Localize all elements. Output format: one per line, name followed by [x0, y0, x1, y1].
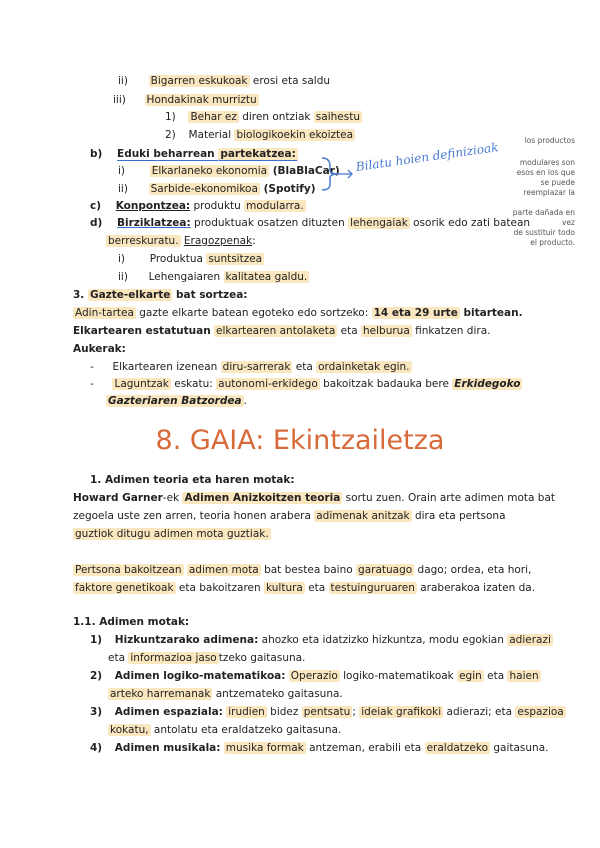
text: Lehengaiaren	[148, 271, 224, 283]
highlight: Pertsona bakoitzean	[75, 564, 182, 576]
highlight: ideiak grafikoki	[361, 706, 442, 718]
list-item	[106, 393, 247, 409]
paragraph-line	[73, 526, 271, 542]
text: antzeman, erabili eta	[305, 742, 425, 754]
text: diren ontziak	[238, 111, 314, 123]
bold-text: Adimen teoria eta haren motak:	[101, 474, 295, 486]
highlight: 14 eta 29 urte	[373, 307, 458, 319]
list-item	[90, 632, 553, 648]
highlight: Laguntzak	[114, 378, 169, 390]
list-item	[118, 251, 264, 267]
item-number: 3)	[90, 706, 103, 718]
list-item	[165, 109, 362, 125]
text: Material	[188, 129, 235, 141]
highlight: modularra.	[246, 200, 304, 212]
text: osorik edo zati batean	[409, 217, 531, 229]
highlight: eraldatzeko	[426, 742, 489, 754]
text: zegoela uste zen arren, teoria honen arabera	[73, 510, 315, 522]
highlight: kultura	[266, 582, 303, 594]
highlight: garatuago	[358, 564, 413, 576]
bold-text: (BlaBlaCar)	[269, 165, 340, 177]
text: gazte elkarte batean egoteko edo sortzeko:	[135, 307, 372, 319]
text: eta	[337, 325, 362, 337]
text: produktuak osatzen dituzten	[190, 217, 349, 229]
item-number: ii)	[118, 183, 128, 195]
highlight: autonomi-erkidego	[218, 378, 318, 390]
subheading	[73, 341, 126, 357]
item-label: c)	[90, 200, 102, 212]
section-number: 1.	[90, 474, 102, 486]
text: bidez	[266, 706, 302, 718]
underlined-text: Eragozpenak	[183, 235, 253, 247]
list-item	[118, 73, 330, 89]
highlight: adimenak anitzak	[316, 510, 410, 522]
side-note	[500, 136, 575, 248]
highlight: pentsatu	[303, 706, 351, 718]
list-item	[90, 146, 298, 162]
list-item	[90, 215, 530, 231]
highlight: kokatu,	[110, 724, 149, 736]
highlight: adimen mota	[188, 564, 259, 576]
bold-text: Konpontzea:	[115, 200, 191, 212]
text: eskatu:	[170, 378, 217, 390]
bold-text: Adimen motak:	[95, 616, 190, 628]
bold-text: Adimen logiko-matematikoa:	[114, 670, 286, 682]
text: .	[243, 395, 247, 407]
highlight: musika formak	[225, 742, 304, 754]
text: eta	[304, 582, 329, 594]
highlight: egin	[459, 670, 482, 682]
highlight: biologikoekin ekoiztea	[236, 129, 354, 141]
text: ;	[352, 706, 360, 718]
highlight: Adimen Anizkoitzen teoria	[184, 492, 341, 504]
item-label: b)	[90, 148, 103, 160]
text: Elkartearen izenean	[112, 361, 221, 373]
list-item	[108, 686, 343, 702]
text: dira eta pertsona	[411, 510, 506, 522]
text: adierazi; eta	[443, 706, 516, 718]
bold-text: Adimen musikala:	[114, 742, 221, 754]
highlight: Operazio	[290, 670, 338, 682]
highlight: saihestu	[315, 111, 360, 123]
paragraph-line	[73, 508, 506, 524]
highlight: haien	[509, 670, 539, 682]
side-note-line: el producto.	[530, 238, 575, 247]
bold-text: Howard Garner	[73, 492, 163, 504]
text: dago; ordea, eta hori,	[414, 564, 532, 576]
paragraph-line	[73, 323, 490, 339]
highlight: kalitatea galdu.	[225, 271, 308, 283]
list-item	[106, 233, 256, 249]
item-number: 2)	[165, 129, 176, 141]
text: eta	[292, 361, 317, 373]
highlight: ordainketak egin.	[318, 361, 410, 373]
highlight: adierazi	[509, 634, 551, 646]
item-number: ii)	[118, 271, 128, 283]
list-item	[90, 740, 548, 756]
item-number: 2)	[90, 670, 103, 682]
bold-text: Eduki beharrean	[117, 148, 219, 160]
list-item	[90, 376, 522, 392]
highlight: helburua	[363, 325, 410, 337]
list-item	[90, 668, 541, 684]
bold-text: Adimen espaziala:	[114, 706, 223, 718]
text: -ek	[162, 492, 183, 504]
highlight: suntsitzea	[208, 253, 263, 265]
section-heading	[73, 287, 248, 303]
paragraph-line	[73, 305, 523, 321]
bold-text: Elkartearen estatutuan	[73, 325, 211, 337]
section-number: 1.1.	[73, 616, 96, 628]
highlight: Gazte-elkarte	[89, 289, 171, 301]
chapter-title: 8. GAIA: Ekintzailetza	[155, 425, 445, 456]
text: eta	[483, 670, 508, 682]
list-item	[118, 181, 316, 197]
item-number: 1)	[90, 634, 103, 646]
highlight: espazioa	[517, 706, 564, 718]
handwritten-note: Bilatu hoien definizioak	[355, 140, 500, 174]
bold-text: Birziklatzea:	[117, 217, 191, 229]
text: antzemateko gaitasuna.	[212, 688, 343, 700]
highlight: Gazteriaren Batzordea	[108, 395, 242, 407]
bold-text: Aukerak:	[73, 343, 126, 355]
highlight: irudien	[228, 706, 265, 718]
section-number: 3.	[73, 289, 88, 301]
item-number: iii)	[113, 94, 126, 106]
list-item	[90, 198, 306, 214]
highlight: Bigarren eskukoak	[150, 75, 248, 87]
highlight: informazioa jaso	[130, 652, 217, 664]
highlight: lehengaiak	[350, 217, 408, 229]
list-item	[165, 127, 355, 143]
side-note-line: de sustituir todo	[513, 228, 575, 237]
highlight: Erkidegoko	[454, 378, 521, 390]
list-item	[108, 722, 341, 738]
side-note-line: modulares son	[519, 158, 575, 167]
list-item	[118, 163, 340, 179]
text: :	[252, 235, 256, 247]
item-number: 4)	[90, 742, 103, 754]
paragraph-line	[73, 580, 535, 596]
text: tzeko gaitasuna.	[218, 652, 306, 664]
highlight: Elkarlaneko ekonomia	[151, 165, 268, 177]
list-item	[90, 704, 566, 720]
text: sortu zuen. Orain arte adimen mota bat	[342, 492, 555, 504]
item-number: 1)	[165, 111, 176, 123]
side-note-line: parte dañada en vez	[512, 208, 575, 227]
curly-brace-icon	[318, 154, 354, 194]
item-number: i)	[118, 165, 126, 177]
highlight: testuinguruaren	[330, 582, 415, 594]
highlight: arteko harremanak	[110, 688, 211, 700]
bold-text: (Spotify)	[259, 183, 316, 195]
highlight: Hondakinak murriztu	[146, 94, 257, 106]
list-item	[118, 269, 309, 285]
highlight: faktore genetikoak	[75, 582, 174, 594]
highlight: Sarbide-ekonomikoa	[150, 183, 258, 195]
text: produktu	[190, 200, 245, 212]
text: eta bakoitzaren	[175, 582, 264, 594]
bullet: -	[90, 378, 94, 390]
side-note-line: esos en los que	[516, 168, 575, 177]
side-note-line: se puede	[540, 178, 575, 187]
text: araberakoa izaten da.	[416, 582, 536, 594]
list-item	[108, 650, 305, 666]
bold-text: bat sortzea:	[172, 289, 248, 301]
list-item	[90, 359, 412, 375]
highlight: guztiok ditugu adimen mota guztiak.	[75, 528, 269, 540]
text: Produktua	[149, 253, 207, 265]
item-number: ii)	[118, 75, 128, 87]
paragraph-line	[73, 562, 531, 578]
item-label: d)	[90, 217, 103, 229]
text: eta	[108, 652, 129, 664]
text: finkatzen dira.	[411, 325, 491, 337]
highlight: diru-sarrerak	[222, 361, 291, 373]
list-item	[113, 92, 259, 108]
paragraph-line	[73, 490, 555, 506]
bullet: -	[90, 361, 94, 373]
text: bat bestea baino	[260, 564, 357, 576]
item-number: i)	[118, 253, 126, 265]
text: logiko-matematikoak	[339, 670, 458, 682]
highlight: Adin-tartea	[75, 307, 134, 319]
text: erosi eta saldu	[249, 75, 331, 87]
side-note-line: los productos	[524, 136, 575, 145]
highlight: Behar ez	[190, 111, 237, 123]
bold-text: bitartean.	[459, 307, 523, 319]
highlight: partekatzea:	[220, 148, 296, 160]
text: ahozko eta idatzizko hizkuntza, modu egokian	[258, 634, 508, 646]
section-heading	[73, 614, 189, 630]
text: bakoitzak badauka bere	[319, 378, 453, 390]
section-heading	[90, 472, 295, 488]
text: gaitasuna.	[490, 742, 549, 754]
highlight: berreskuratu.	[108, 235, 179, 247]
text: antolatu eta eraldatzeko gaitasuna.	[150, 724, 342, 736]
bold-text: Hizkuntzarako adimena:	[114, 634, 259, 646]
side-note-line: reemplazar la	[523, 188, 575, 197]
highlight: elkartearen antolaketa	[216, 325, 336, 337]
